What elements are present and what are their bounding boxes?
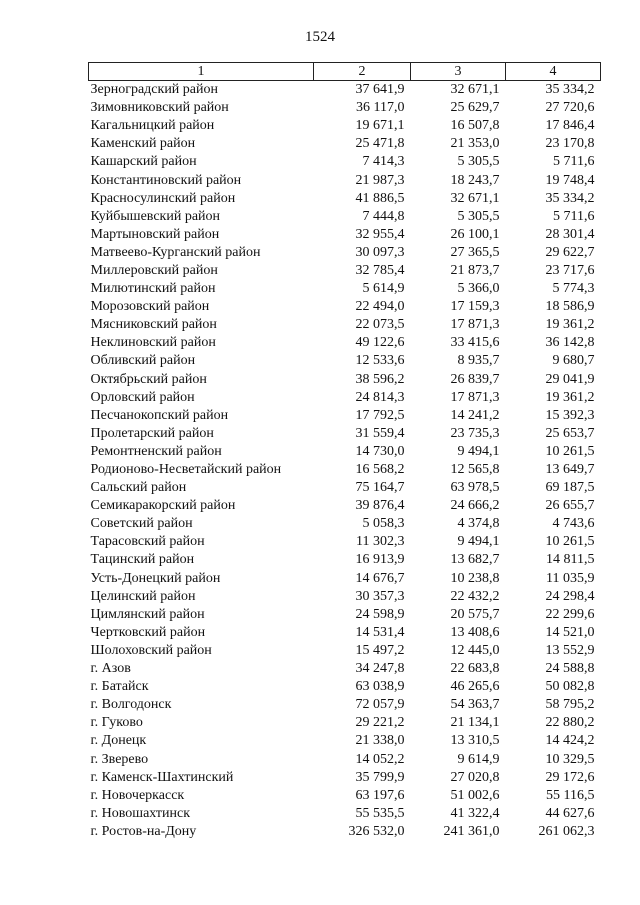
value-col2-cell: 17 792,5 [355, 407, 405, 423]
value-col4-cell: 28 301,4 [545, 226, 595, 242]
row-name-cell: Морозовский район [90, 299, 210, 315]
table-row [89, 280, 601, 298]
value-col4-cell: 22 299,6 [545, 606, 595, 622]
table-row [89, 515, 601, 533]
row-name-cell: г. Батайск [90, 679, 149, 695]
table-row [89, 190, 601, 208]
table-row [89, 244, 601, 262]
table-row [89, 678, 601, 696]
value-col4-cell: 35 334,2 [545, 82, 595, 98]
value-col2-cell: 75 164,7 [355, 480, 405, 496]
row-name-cell: Матвеево-Курганский район [90, 244, 261, 260]
row-name-cell: Советский район [90, 516, 193, 532]
value-col2-cell: 19 671,1 [355, 118, 405, 134]
table-row [89, 208, 601, 226]
value-col3-cell: 54 363,7 [450, 697, 500, 713]
value-col2-cell: 5 614,9 [362, 281, 405, 297]
value-col4-cell: 13 552,9 [545, 642, 595, 658]
value-col2-cell: 14 730,0 [355, 443, 405, 459]
row-name-cell: г. Новошахтинск [90, 805, 191, 821]
page-number: 1524 [305, 29, 335, 45]
value-col2-cell: 22 073,5 [355, 317, 405, 333]
table-row [89, 551, 601, 569]
value-col3-cell: 17 871,3 [450, 389, 500, 405]
table-row [89, 443, 601, 461]
value-col3-cell: 5 305,5 [457, 154, 500, 170]
value-col3-cell: 21 134,1 [450, 715, 500, 731]
row-name-cell: Зимовниковский район [90, 100, 229, 116]
value-col4-cell: 261 062,3 [538, 823, 595, 839]
value-col3-cell: 241 361,0 [443, 823, 500, 839]
table-row [89, 153, 601, 171]
table-row [89, 262, 601, 280]
value-col4-cell: 14 521,0 [545, 624, 595, 640]
value-col2-cell: 24 598,9 [355, 606, 405, 622]
value-col3-cell: 13 408,6 [450, 624, 500, 640]
row-name-cell: Октябрьский район [90, 371, 207, 387]
value-col4-cell: 19 361,2 [545, 317, 595, 333]
value-col3-cell: 26 839,7 [450, 371, 500, 387]
row-name-cell: Красносулинский район [90, 190, 236, 206]
table-row [89, 624, 601, 642]
value-col4-cell: 55 116,5 [546, 787, 595, 803]
row-name-cell: г. Азов [90, 661, 131, 677]
table-row [89, 769, 601, 787]
row-name-cell: Кагальницкий район [90, 118, 215, 134]
table-row [89, 316, 601, 334]
value-col4-cell: 13 649,7 [545, 462, 595, 478]
value-col4-cell: 22 880,2 [545, 715, 595, 731]
row-name-cell: Сальский район [90, 480, 187, 496]
value-col4-cell: 11 035,9 [546, 570, 595, 586]
value-col3-cell: 14 241,2 [450, 407, 500, 423]
value-col2-cell: 38 596,2 [355, 371, 405, 387]
value-col3-cell: 9 494,1 [457, 443, 500, 459]
row-name-cell: г. Волгодонск [90, 697, 172, 713]
table-row [89, 642, 601, 660]
value-col4-cell: 15 392,3 [545, 407, 595, 423]
value-col4-cell: 4 743,6 [552, 516, 595, 532]
value-col2-cell: 24 814,3 [355, 389, 405, 405]
value-col4-cell: 50 082,8 [545, 679, 595, 695]
value-col4-cell: 29 172,6 [545, 769, 595, 785]
value-col3-cell: 13 310,5 [450, 733, 500, 749]
table-row [89, 750, 601, 768]
row-name-cell: Чертковский район [90, 624, 206, 640]
table-row [89, 696, 601, 714]
value-col4-cell: 44 627,6 [545, 805, 595, 821]
row-name-cell: Тарасовский район [90, 534, 205, 550]
row-name-cell: г. Каменск-Шахтинский [90, 769, 234, 785]
value-col4-cell: 69 187,5 [545, 480, 595, 496]
value-col3-cell: 22 683,8 [450, 661, 500, 677]
row-name-cell: Мясниковский район [90, 317, 217, 333]
column-header-4: 4 [506, 63, 601, 81]
row-name-cell: Целинский район [90, 588, 196, 604]
value-col3-cell: 5 305,5 [457, 208, 500, 224]
value-col4-cell: 17 846,4 [545, 118, 595, 134]
value-col2-cell: 30 357,3 [355, 588, 405, 604]
value-col4-cell: 24 588,8 [545, 661, 595, 677]
row-name-cell: Тацинский район [90, 552, 195, 568]
value-col2-cell: 41 886,5 [355, 190, 405, 206]
table-row [89, 787, 601, 805]
value-col2-cell: 49 122,6 [355, 335, 405, 351]
table-row [89, 461, 601, 479]
value-col4-cell: 29 041,9 [545, 371, 595, 387]
value-col4-cell: 26 655,7 [545, 498, 595, 514]
value-col2-cell: 326 532,0 [348, 823, 405, 839]
value-col4-cell: 23 717,6 [545, 262, 595, 278]
value-col2-cell: 11 302,3 [356, 534, 405, 550]
table-row [89, 606, 601, 624]
value-col3-cell: 9 494,1 [457, 534, 500, 550]
row-name-cell: Песчанокопский район [90, 407, 229, 423]
value-col3-cell: 4 374,8 [457, 516, 500, 532]
row-name-cell: Константиновский район [90, 172, 242, 188]
value-col2-cell: 7 414,3 [362, 154, 405, 170]
table-row [89, 99, 601, 117]
value-col2-cell: 35 799,9 [355, 769, 405, 785]
row-name-cell: Орловский район [90, 389, 195, 405]
column-header-1: 1 [89, 63, 314, 81]
value-col3-cell: 23 735,3 [450, 425, 500, 441]
value-col4-cell: 10 329,5 [545, 751, 595, 767]
value-col2-cell: 55 535,5 [355, 805, 405, 821]
row-name-cell: Зерноградский район [90, 82, 218, 98]
value-col2-cell: 16 913,9 [355, 552, 405, 568]
column-header-3: 3 [411, 63, 506, 81]
value-col2-cell: 72 057,9 [355, 697, 405, 713]
table-row [89, 371, 601, 389]
table-row [89, 425, 601, 443]
value-col4-cell: 24 298,4 [545, 588, 595, 604]
row-name-cell: Неклиновский район [90, 335, 216, 351]
value-col3-cell: 41 322,4 [450, 805, 500, 821]
value-col3-cell: 21 873,7 [450, 262, 500, 278]
value-col4-cell: 27 720,6 [545, 100, 595, 116]
row-name-cell: г. Гуково [90, 715, 143, 731]
table-row [89, 171, 601, 189]
table-row [89, 407, 601, 425]
row-name-cell: Кашарский район [90, 154, 197, 170]
value-col2-cell: 15 497,2 [355, 642, 405, 658]
table-row [89, 135, 601, 153]
table-row [89, 570, 601, 588]
table-body [89, 81, 601, 841]
table-row [89, 497, 601, 515]
column-header-2: 2 [314, 63, 411, 81]
table-row [89, 298, 601, 316]
row-name-cell: Каменский район [90, 136, 196, 152]
table-row [89, 732, 601, 750]
value-col2-cell: 63 197,6 [355, 787, 405, 803]
value-col4-cell: 23 170,8 [545, 136, 595, 152]
value-col4-cell: 36 142,8 [545, 335, 595, 351]
value-col3-cell: 32 671,1 [450, 82, 500, 98]
value-col2-cell: 32 785,4 [355, 262, 405, 278]
row-name-cell: Миллеровский район [90, 262, 218, 278]
table-row [89, 81, 601, 100]
value-col4-cell: 19 361,2 [545, 389, 595, 405]
row-name-cell: г. Ростов-на-Дону [90, 823, 197, 839]
row-name-cell: г. Зверево [90, 751, 149, 767]
table-row [89, 117, 601, 135]
row-name-cell: Семикаракорский район [90, 498, 236, 514]
value-col2-cell: 7 444,8 [362, 208, 405, 224]
value-col2-cell: 37 641,9 [355, 82, 405, 98]
value-col4-cell: 5 711,6 [553, 154, 595, 170]
value-col3-cell: 63 978,5 [450, 480, 500, 496]
value-col2-cell: 36 117,0 [356, 100, 405, 116]
value-col3-cell: 17 159,3 [450, 299, 500, 315]
value-col2-cell: 5 058,3 [362, 516, 405, 532]
value-col2-cell: 14 676,7 [355, 570, 405, 586]
table-row [89, 823, 601, 841]
value-col3-cell: 27 365,5 [450, 244, 500, 260]
value-col4-cell: 25 653,7 [545, 425, 595, 441]
value-col3-cell: 46 265,6 [450, 679, 500, 695]
table-header-row [89, 63, 601, 81]
row-name-cell: Мартыновский район [90, 226, 220, 242]
table-row [89, 352, 601, 370]
value-col3-cell: 18 243,7 [450, 172, 500, 188]
row-name-cell: Шолоховский район [90, 642, 212, 658]
value-col4-cell: 29 622,7 [545, 244, 595, 260]
value-col2-cell: 22 494,0 [355, 299, 405, 315]
value-col2-cell: 21 338,0 [355, 733, 405, 749]
value-col3-cell: 27 020,8 [450, 769, 500, 785]
value-col3-cell: 10 238,8 [450, 570, 500, 586]
value-col2-cell: 63 038,9 [355, 679, 405, 695]
value-col4-cell: 58 795,2 [545, 697, 595, 713]
value-col4-cell: 18 586,9 [545, 299, 595, 315]
value-col4-cell: 10 261,5 [545, 443, 595, 459]
row-name-cell: г. Новочеркасск [90, 787, 185, 803]
value-col3-cell: 20 575,7 [450, 606, 500, 622]
value-col3-cell: 51 002,6 [450, 787, 500, 803]
value-col2-cell: 29 221,2 [355, 715, 405, 731]
value-col2-cell: 31 559,4 [355, 425, 405, 441]
value-col3-cell: 12 565,8 [450, 462, 500, 478]
value-col2-cell: 25 471,8 [355, 136, 405, 152]
value-col3-cell: 22 432,2 [450, 588, 500, 604]
value-col4-cell: 9 680,7 [552, 353, 595, 369]
row-name-cell: Куйбышевский район [90, 208, 221, 224]
value-col3-cell: 32 671,1 [450, 190, 500, 206]
table-row [89, 660, 601, 678]
table-row [89, 588, 601, 606]
table-row [89, 226, 601, 244]
row-name-cell: Ремонтненский район [90, 443, 222, 459]
table-row [89, 805, 601, 823]
value-col2-cell: 34 247,8 [355, 661, 405, 677]
value-col2-cell: 32 955,4 [355, 226, 405, 242]
value-col3-cell: 12 445,0 [450, 642, 500, 658]
table-row [89, 479, 601, 497]
value-col4-cell: 35 334,2 [545, 190, 595, 206]
value-col3-cell: 33 415,6 [450, 335, 500, 351]
value-col3-cell: 25 629,7 [450, 100, 500, 116]
value-col2-cell: 14 531,4 [355, 624, 405, 640]
value-col2-cell: 12 533,6 [355, 353, 405, 369]
row-name-cell: Родионово-Несветайский район [90, 462, 282, 478]
value-col4-cell: 10 261,5 [545, 534, 595, 550]
value-col3-cell: 24 666,2 [450, 498, 500, 514]
table-row [89, 389, 601, 407]
table-row [89, 533, 601, 551]
value-col4-cell: 14 811,5 [546, 552, 595, 568]
value-col2-cell: 16 568,2 [355, 462, 405, 478]
value-col4-cell: 14 424,2 [545, 733, 595, 749]
value-col3-cell: 16 507,8 [450, 118, 500, 134]
value-col4-cell: 5 774,3 [552, 281, 595, 297]
table-row [89, 334, 601, 352]
row-name-cell: Пролетарский район [90, 425, 214, 441]
row-name-cell: г. Донецк [90, 733, 147, 749]
budget-table [88, 62, 601, 841]
value-col3-cell: 9 614,9 [457, 751, 500, 767]
value-col4-cell: 5 711,6 [553, 208, 595, 224]
value-col3-cell: 8 935,7 [457, 353, 500, 369]
row-name-cell: Усть-Донецкий район [90, 570, 221, 586]
row-name-cell: Обливский район [90, 353, 196, 369]
value-col2-cell: 14 052,2 [355, 751, 405, 767]
table-row [89, 714, 601, 732]
value-col3-cell: 26 100,1 [450, 226, 500, 242]
value-col3-cell: 17 871,3 [450, 317, 500, 333]
value-col2-cell: 21 987,3 [355, 172, 405, 188]
row-name-cell: Милютинский район [90, 281, 216, 297]
value-col4-cell: 19 748,4 [545, 172, 595, 188]
value-col3-cell: 21 353,0 [450, 136, 500, 152]
row-name-cell: Цимлянский район [90, 606, 205, 622]
value-col3-cell: 5 366,0 [457, 281, 500, 297]
value-col3-cell: 13 682,7 [450, 552, 500, 568]
value-col2-cell: 39 876,4 [355, 498, 405, 514]
value-col2-cell: 30 097,3 [355, 244, 405, 260]
